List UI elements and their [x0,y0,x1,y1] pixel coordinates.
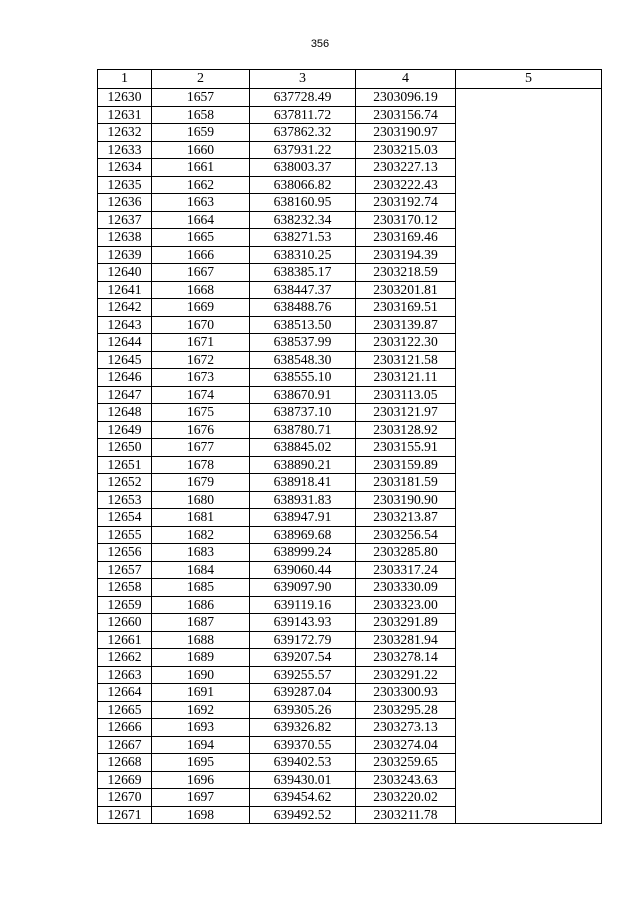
table-cell-col-3: 638232.34 [250,211,356,229]
table-cell-col-2: 1684 [152,561,250,579]
table-cell-col-4: 2303159.89 [356,456,456,474]
table-cell-col-4: 2303155.91 [356,439,456,457]
table-cell-col-4: 2303256.54 [356,526,456,544]
table-cell-col-2: 1689 [152,649,250,667]
table-cell-col-3: 639454.62 [250,789,356,807]
table-cell-col-3: 638845.02 [250,439,356,457]
table-cell-col-1: 12662 [98,649,152,667]
table-cell-col-3: 639255.57 [250,666,356,684]
table-cell-col-1: 12652 [98,474,152,492]
table-cell-col-2: 1670 [152,316,250,334]
table-cell-col-3: 638931.83 [250,491,356,509]
table-cell-col-1: 12645 [98,351,152,369]
table-cell-col-1: 12669 [98,771,152,789]
table-cell-col-4: 2303201.81 [356,281,456,299]
table-cell-col-1: 12644 [98,334,152,352]
table-cell-col-1: 12665 [98,701,152,719]
table-cell-col-2: 1678 [152,456,250,474]
table-cell-col-3: 639097.90 [250,579,356,597]
table-cell-col-3: 638890.21 [250,456,356,474]
table-cell-col-3: 639305.26 [250,701,356,719]
table-cell-col-1: 12646 [98,369,152,387]
table-cell-col-4: 2303169.51 [356,299,456,317]
table-cell-col-4: 2303190.90 [356,491,456,509]
table-cell-col-3: 639119.16 [250,596,356,614]
table-cell-col-3: 639492.52 [250,806,356,824]
table-cell-col-3: 638947.91 [250,509,356,527]
table-cell-col-4: 2303330.09 [356,579,456,597]
table-cell-col-2: 1664 [152,211,250,229]
table-cell-col-2: 1695 [152,754,250,772]
table-cell-col-2: 1696 [152,771,250,789]
table-cell-col-1: 12639 [98,246,152,264]
table-cell-col-3: 638310.25 [250,246,356,264]
table-cell-col-3: 639402.53 [250,754,356,772]
table-cell-col-3: 639430.01 [250,771,356,789]
table-cell-col-2: 1660 [152,141,250,159]
table-cell-col-1: 12668 [98,754,152,772]
table-cell-col-4: 2303291.89 [356,614,456,632]
column-header-2: 2 [152,70,250,89]
table-cell-col-4: 2303113.05 [356,386,456,404]
column-header-3: 3 [250,70,356,89]
table-cell-col-4: 2303273.13 [356,719,456,737]
table-cell-col-2: 1693 [152,719,250,737]
table-cell-col-3: 637811.72 [250,106,356,124]
table-cell-col-3: 638385.17 [250,264,356,282]
column-header-5: 5 [456,70,602,89]
table-cell-col-4: 2303218.59 [356,264,456,282]
table-cell-col-3: 639172.79 [250,631,356,649]
table-cell-col-2: 1669 [152,299,250,317]
table-cell-col-2: 1685 [152,579,250,597]
table-cell-col-3: 638737.10 [250,404,356,422]
table-cell-col-4: 2303295.28 [356,701,456,719]
table-cell-col-1: 12643 [98,316,152,334]
table-cell-col-4: 2303128.92 [356,421,456,439]
table-cell-col-3: 639060.44 [250,561,356,579]
table-cell-col-4: 2303215.03 [356,141,456,159]
table-cell-col-1: 12656 [98,544,152,562]
table-cell-col-2: 1665 [152,229,250,247]
table-cell-col-2: 1658 [152,106,250,124]
table-cell-col-4: 2303291.22 [356,666,456,684]
table-header [98,70,602,89]
table-cell-col-3: 638271.53 [250,229,356,247]
table-cell-col-1: 12632 [98,124,152,142]
table-cell-col-2: 1666 [152,246,250,264]
table-cell-col-4: 2303213.87 [356,509,456,527]
table-cell-col-1: 12647 [98,386,152,404]
table-cell-col-2: 1672 [152,351,250,369]
table-cell-col-4: 2303259.65 [356,754,456,772]
table-cell-col-1: 12640 [98,264,152,282]
table-cell-col-2: 1683 [152,544,250,562]
table-cell-col-3: 638066.82 [250,176,356,194]
table-cell-col-3: 638160.95 [250,194,356,212]
table-body [98,89,602,824]
table-cell-col-4: 2303169.46 [356,229,456,247]
table-cell-col-2: 1694 [152,736,250,754]
table-cell-col-2: 1692 [152,701,250,719]
table-cell-col-3: 638999.24 [250,544,356,562]
table-cell-col-3: 638447.37 [250,281,356,299]
table-cell-col-1: 12659 [98,596,152,614]
table-cell-col-2: 1697 [152,789,250,807]
table-cell-col-2: 1657 [152,89,250,107]
table-cell-col-4: 2303227.13 [356,159,456,177]
table-cell-col-1: 12651 [98,456,152,474]
table-cell-col-1: 12634 [98,159,152,177]
table-cell-col-2: 1675 [152,404,250,422]
table-cell-col-1: 12655 [98,526,152,544]
table-cell-col-2: 1688 [152,631,250,649]
table-cell-col-4: 2303211.78 [356,806,456,824]
table-cell-col-4: 2303139.87 [356,316,456,334]
table-row [98,89,602,107]
table-cell-col-1: 12636 [98,194,152,212]
table-cell-col-4: 2303243.63 [356,771,456,789]
table-cell-col-4: 2303122.30 [356,334,456,352]
table-cell-col-2: 1659 [152,124,250,142]
table-cell-col-2: 1663 [152,194,250,212]
table-cell-col-3: 638918.41 [250,474,356,492]
table-cell-col-3: 638513.50 [250,316,356,334]
table-cell-col-3: 638488.76 [250,299,356,317]
table-cell-col-4: 2303300.93 [356,684,456,702]
table-cell-col-4: 2303121.58 [356,351,456,369]
page-number: 356 [310,38,330,50]
table-cell-col-2: 1676 [152,421,250,439]
table-cell-col-4: 2303222.43 [356,176,456,194]
table-cell-col-1: 12631 [98,106,152,124]
table-cell-col-1: 12666 [98,719,152,737]
table-cell-col-1: 12649 [98,421,152,439]
table-cell-col-2: 1668 [152,281,250,299]
table-cell-col-3: 638548.30 [250,351,356,369]
table-cell-col-1: 12635 [98,176,152,194]
table-cell-col-4: 2303190.97 [356,124,456,142]
table-cell-col-1: 12650 [98,439,152,457]
table-cell-col-2: 1674 [152,386,250,404]
table-cell-col-2: 1682 [152,526,250,544]
column-header-1: 1 [98,70,152,89]
table-cell-col-4: 2303281.94 [356,631,456,649]
header-row [98,70,602,89]
table-cell-col-2: 1681 [152,509,250,527]
table-cell-col-3: 638780.71 [250,421,356,439]
table-cell-col-4: 2303285.80 [356,544,456,562]
table-cell-col-1: 12658 [98,579,152,597]
table-cell-col-3: 639370.55 [250,736,356,754]
table-cell-col-4: 2303274.04 [356,736,456,754]
table-cell-col-4: 2303096.19 [356,89,456,107]
table-cell-col-2: 1690 [152,666,250,684]
table-cell-col-3: 639326.82 [250,719,356,737]
table-cell-col-3: 637931.22 [250,141,356,159]
table-cell-col-2: 1679 [152,474,250,492]
table-cell-col-1: 12637 [98,211,152,229]
table-cell-col-1: 12641 [98,281,152,299]
table-cell-col-2: 1680 [152,491,250,509]
table-cell-col-2: 1662 [152,176,250,194]
table-cell-col-4: 2303194.39 [356,246,456,264]
table-cell-col-2: 1687 [152,614,250,632]
table-cell-col-3: 638555.10 [250,369,356,387]
table-cell-col-2: 1686 [152,596,250,614]
table-cell-col-2: 1667 [152,264,250,282]
table-cell-col-1: 12638 [98,229,152,247]
table-cell-col-4: 2303323.00 [356,596,456,614]
table-cell-col-1: 12630 [98,89,152,107]
table-cell-col-1: 12657 [98,561,152,579]
table-cell-col-3: 638003.37 [250,159,356,177]
table-cell-col-4: 2303181.59 [356,474,456,492]
table-cell-col-3: 639143.93 [250,614,356,632]
table-cell-col-3: 638670.91 [250,386,356,404]
table-cell-col-2: 1673 [152,369,250,387]
table-cell-col-1: 12633 [98,141,152,159]
table-cell-col-4: 2303121.97 [356,404,456,422]
table-cell-col-3: 637862.32 [250,124,356,142]
table-cell-col-3: 637728.49 [250,89,356,107]
table-cell-col-1: 12670 [98,789,152,807]
table-cell-col-2: 1677 [152,439,250,457]
table-cell-col-2: 1671 [152,334,250,352]
table-cell-col-4: 2303278.14 [356,649,456,667]
table-cell-col-3: 638537.99 [250,334,356,352]
table-cell-col-1: 12653 [98,491,152,509]
table-cell-col-1: 12664 [98,684,152,702]
table-cell-col-4: 2303220.02 [356,789,456,807]
coordinates-table [97,69,602,824]
table-cell-col-1: 12660 [98,614,152,632]
table-cell-col-4: 2303156.74 [356,106,456,124]
table-cell-col-2: 1661 [152,159,250,177]
table-cell-col-1: 12642 [98,299,152,317]
table-cell-col-3: 638969.68 [250,526,356,544]
table-cell-col-1: 12663 [98,666,152,684]
column-header-4: 4 [356,70,456,89]
table-cell-col-4: 2303192.74 [356,194,456,212]
table-cell-col-1: 12661 [98,631,152,649]
table-cell-col-1: 12654 [98,509,152,527]
table-cell-col-4: 2303317.24 [356,561,456,579]
table-cell-col-1: 12667 [98,736,152,754]
table-cell-col-1: 12671 [98,806,152,824]
table-cell-col-4: 2303121.11 [356,369,456,387]
table-cell-col-5 [456,89,602,824]
table-cell-col-2: 1698 [152,806,250,824]
table-cell-col-4: 2303170.12 [356,211,456,229]
table-cell-col-2: 1691 [152,684,250,702]
table-cell-col-3: 639287.04 [250,684,356,702]
table-cell-col-3: 639207.54 [250,649,356,667]
table-cell-col-1: 12648 [98,404,152,422]
